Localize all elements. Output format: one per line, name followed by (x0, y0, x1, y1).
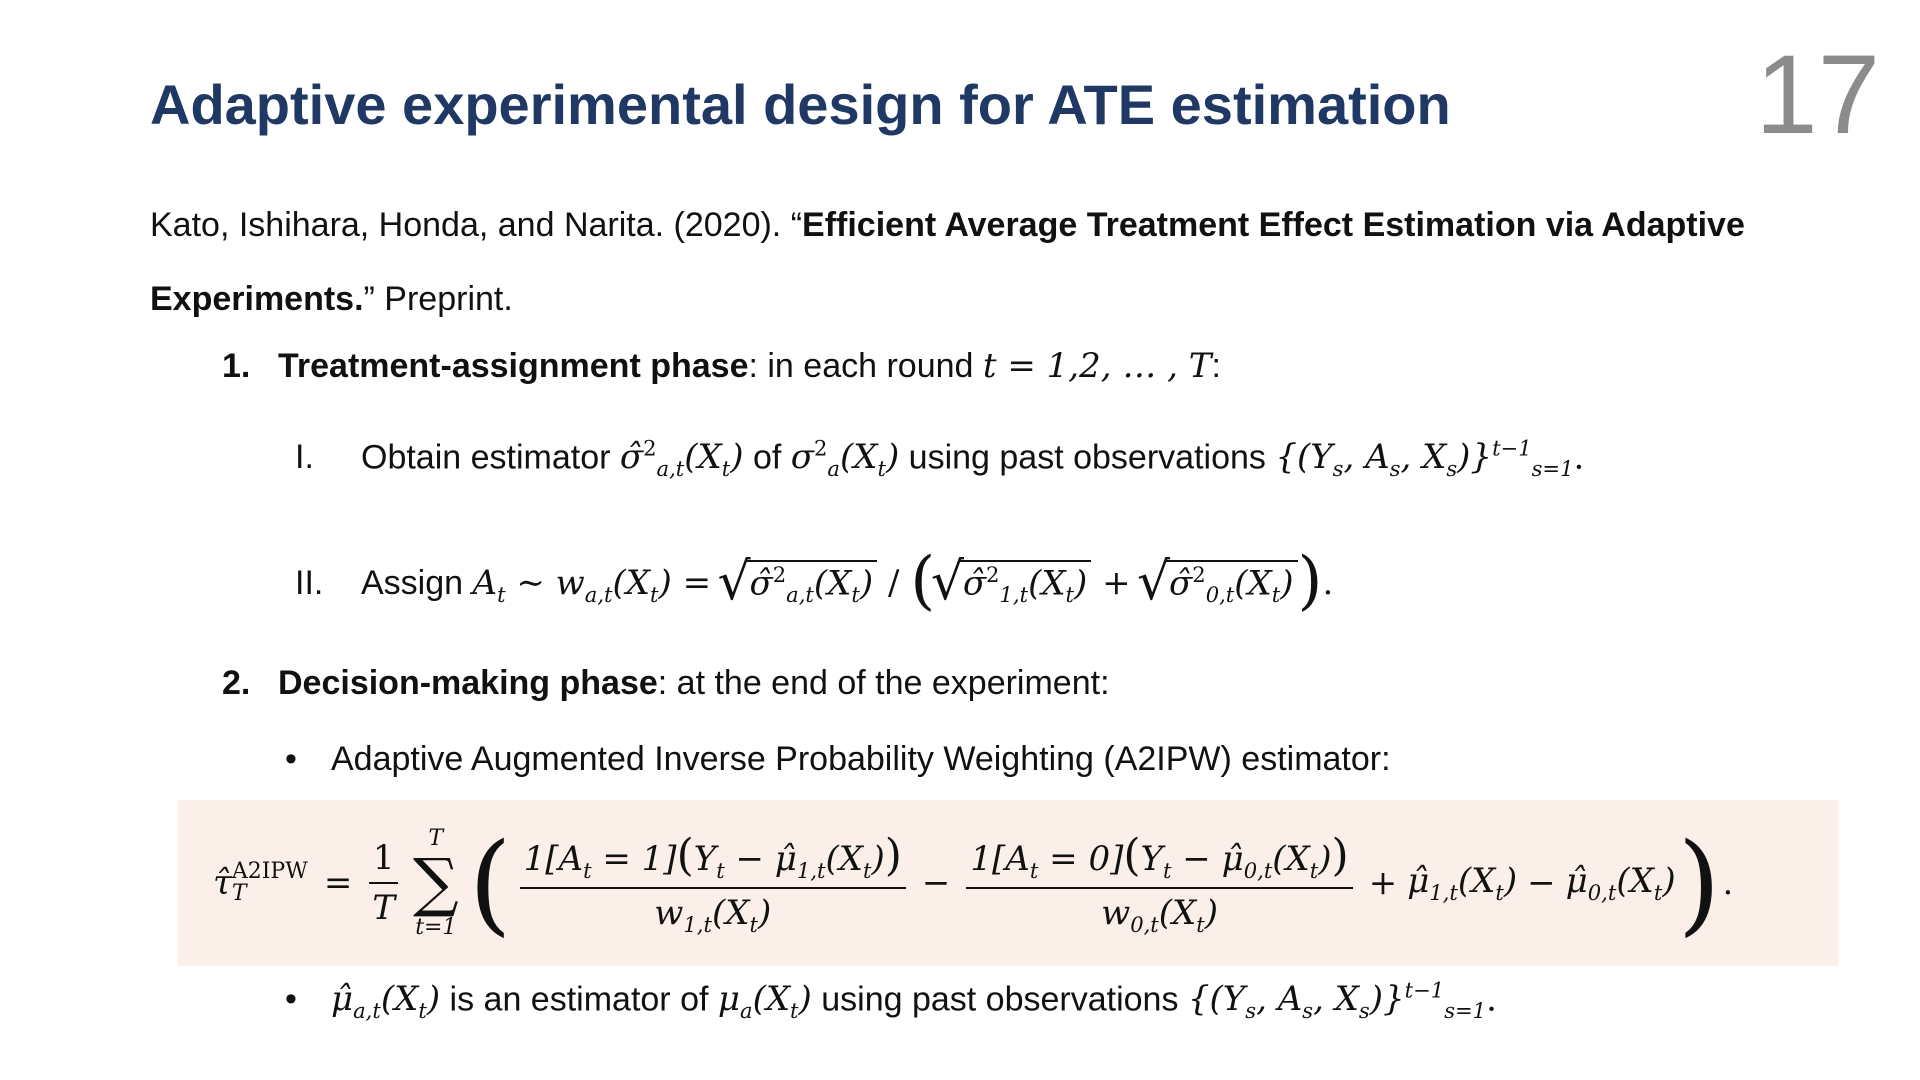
formula-highlight-box (178, 800, 1838, 966)
step-number: 1. (222, 347, 251, 385)
substep-numeral: II. (295, 564, 324, 602)
substep-math: $\sigmâ^2_{a,t}(X_t)$ (619, 436, 744, 482)
bullet-math: $\mu_a(X_t)$ (717, 979, 812, 1024)
citation (150, 188, 1830, 336)
a2ipw-formula: τ̂ A2IPW T = $\frac{1}{T}$ T ∑ t=1 ( $\frac{1[A_t = 1](Y_t - \mû_{1,t}(X_t))}{w_{1,t}(X_t)}$ − $\frac{1[A_t = 0](Y_t - \mû_{0,t}(X_t))}{w_{0,t}(X_t)}$ + $\mû_{1,t}(X_t)$ − $\mû_{0,t}(X_t)$ ) . (213, 819, 1734, 947)
bullet-text: using past observations (811, 980, 1188, 1019)
step-2 (222, 664, 1110, 703)
summation: T ∑ t=1 (413, 826, 459, 940)
citation-suffix: ” Preprint. (363, 280, 513, 318)
step-name: Decision-making phase (278, 664, 658, 702)
substep-text: of (743, 438, 791, 477)
bullet-dot: • (285, 980, 297, 1019)
step-name: Treatment-assignment phase (278, 347, 749, 385)
substep-numeral: I. (295, 438, 314, 477)
bullet-2: • $\mû_{a,t}(X_t)$ is an estimator of $\mu_a(X_t)$ using past observations {($Y_s$, $A_s$, $X_s)\}^{t-1}_{s=1}$. (285, 978, 1497, 1024)
substep-math: $A_t$ ∼ $w_{a,t}(X_t)$ = √ $\sigmâ^2_{a,t}(X_t)$ / ( √ $\sigmâ^2_{1,t}(X_t)$ + √ $\sigmâ^2_{0,t}(X_t)$). (473, 563, 1334, 603)
step-text: : at the end of the experiment: (657, 664, 1110, 702)
page-number: 17 (1755, 32, 1880, 157)
substep-text: Assign (361, 564, 473, 602)
step-1 (222, 346, 1221, 386)
step-math: t = 1,2, … , T (982, 346, 1212, 386)
substep-math: {($Y_s$, $A_s$, $X_s)\}^{t-1}_{s=1}$ (1275, 436, 1574, 482)
bullet-text: is an estimator of (440, 980, 718, 1019)
substep-text: Obtain estimator (361, 438, 620, 477)
substep-math: $\sigma^2_a(X_t)$ (790, 436, 900, 482)
substep-ii (295, 544, 1333, 618)
formula-denominator: T (372, 888, 395, 928)
step-number: 2. (222, 664, 251, 702)
substep-text: using past observations (899, 438, 1276, 477)
step-end: : (1211, 347, 1221, 385)
bullet-text: Adaptive Augmented Inverse Probability Weighting (A2IPW) estimator: (331, 740, 1391, 778)
sum-upper-limit: T (428, 826, 444, 851)
formula-numerator: 1 (369, 838, 399, 884)
step-text: : in each round (748, 347, 983, 385)
formula-superscript: A2IPW (231, 859, 308, 884)
citation-paper-title: Efficient Average Treatment Effect Estimation via Adaptive Experiments. (150, 206, 1745, 318)
bullet-math: $\mû_{a,t}(X_t)$ (331, 979, 441, 1024)
slide-title: Adaptive experimental design for ATE estimation (150, 73, 1451, 136)
citation-authors: Kato, Ishihara, Honda, and Narita. (2020). “ (150, 206, 803, 244)
bullet-dot: • (285, 740, 297, 778)
bullet-math: {($Y_s$, $A_s$, $X_s)\}^{t-1}_{s=1}$ (1187, 978, 1487, 1024)
formula-period: . (1722, 863, 1734, 903)
bullet-1 (285, 740, 1391, 779)
sum-lower-limit: t=1 (415, 915, 457, 940)
substep-i: I. Obtain estimator $\sigmâ^2_{a,t}(X_t)$ of $\sigma^2_a(X_t)$ using past observations {($Y_s$, $A_s$, $X_s)\}^{t-1}_{s=1}$. (295, 436, 1585, 482)
